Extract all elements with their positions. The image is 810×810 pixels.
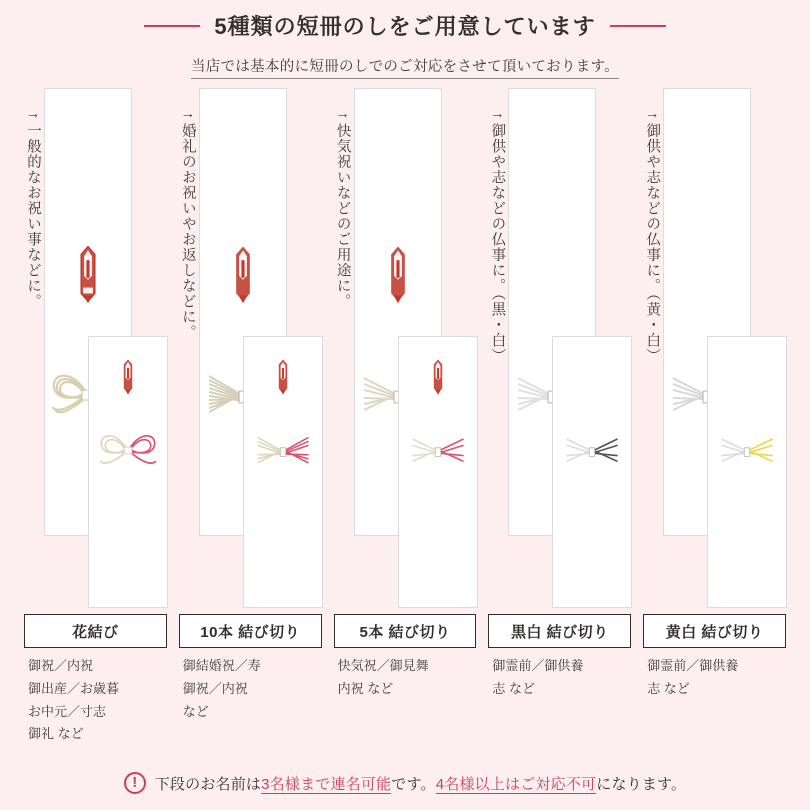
label-title-1: 花結び [24, 614, 167, 648]
title-rule-left [144, 25, 200, 27]
label-column-4 [482, 614, 637, 746]
title-row [0, 10, 810, 41]
label-body-2: 御結婚祝／寿 御祝／内祝 など [182, 658, 261, 719]
page-title: 5種類の短冊のしをご用意しています [214, 14, 596, 39]
footer-text-middle: です。 [391, 775, 436, 793]
footer-text-after: になります。 [596, 775, 687, 793]
musubikiri-kuroshiro-knot-small-icon [553, 337, 631, 607]
page-header [0, 0, 810, 79]
noshi-paper-small-5 [707, 336, 787, 608]
musubikiri-10-knot-small-icon [244, 337, 322, 607]
label-title-2: 10本 結び切り [179, 614, 322, 648]
noshi-column-musubikiri-5 [328, 88, 483, 608]
noshi-paper-small-4 [552, 336, 632, 608]
label-column-2 [173, 614, 328, 746]
label-body-4: 御霊前／御供養 志 など [492, 658, 584, 696]
hanamusubi-knot-small-icon [89, 337, 167, 607]
musubikiri-5-knot-small-icon [399, 337, 477, 607]
label-body-3: 快気祝／御見舞 内祝 など [337, 658, 429, 696]
noshi-label-row [18, 614, 792, 746]
noshi-columns [18, 88, 792, 608]
noshi-column-kuroshiro [482, 88, 637, 608]
musubikiri-kishiro-knot-small-icon [708, 337, 786, 607]
noshi-paper-small-2 [243, 336, 323, 608]
noshi-caption-2: →婚礼のお祝いやお返しなどに。 [179, 106, 196, 340]
label-body-1: 御祝／内祝 御出産／お歳暮 お中元／寸志 御礼 など [28, 658, 120, 742]
label-column-5 [637, 614, 792, 746]
noshi-column-kishiro [637, 88, 792, 608]
label-body-5: 御霊前／御供養 志 など [647, 658, 739, 696]
page-subtitle: 当店では基本的に短冊のしでのご対応をさせて頂いております。 [191, 55, 619, 79]
label-column-1 [18, 614, 173, 746]
noshi-column-musubikiri-10 [173, 88, 328, 608]
label-title-5: 黄白 結び切り [643, 614, 786, 648]
noshi-caption-1: →一般的なお祝い事などに。 [25, 106, 42, 309]
footer-text-before: 下段のお名前は [154, 775, 262, 793]
footer-highlight-2: 4名様以上はご対応不可 [435, 775, 597, 793]
noshi-caption-4: →御供や志などの仏事に。（黒・白） [489, 106, 506, 364]
footer-highlight-1: 3名様まで連名可能 [261, 775, 392, 793]
label-title-4: 黒白 結び切り [488, 614, 631, 648]
label-column-3 [328, 614, 483, 746]
noshi-paper-small-1 [88, 336, 168, 608]
exclamation-icon: ! [124, 772, 146, 794]
noshi-caption-3: →快気祝いなどのご用途に。 [334, 106, 351, 309]
noshi-column-hanamusubi [18, 88, 173, 608]
title-rule-right [610, 25, 666, 27]
label-title-3: 5本 結び切り [334, 614, 477, 648]
footer-note-text [155, 773, 687, 794]
noshi-paper-small-3 [398, 336, 478, 608]
footer-note [0, 772, 810, 794]
noshi-caption-5: →御供や志などの仏事に。（黄・白） [644, 106, 661, 364]
